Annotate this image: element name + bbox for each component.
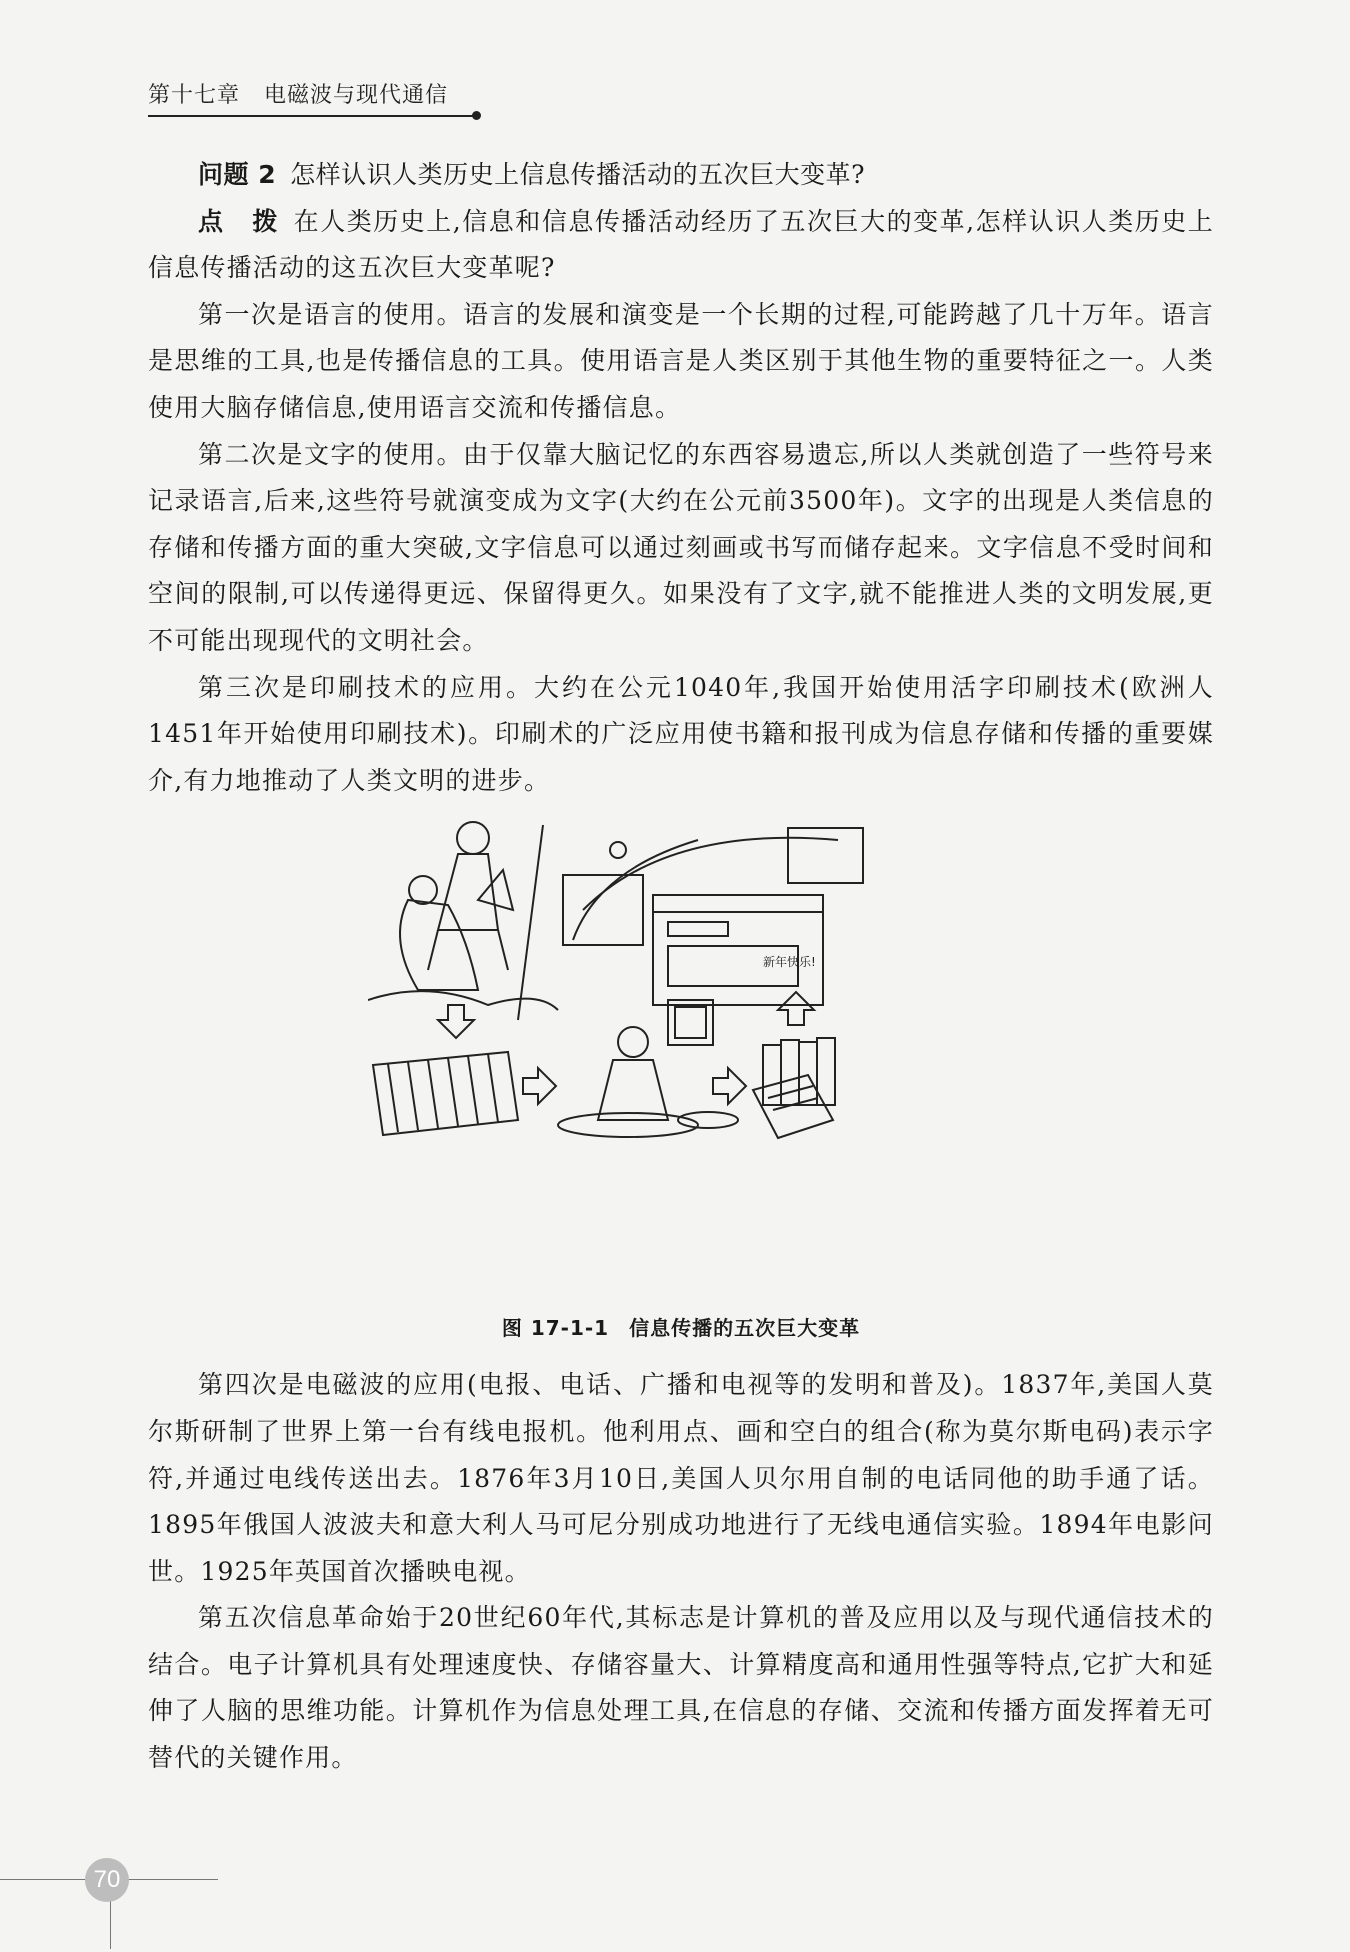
figure-caption-text: 信息传播的五次巨大变革: [629, 1316, 861, 1341]
paragraph-3: 第三次是印刷技术的应用。大约在公元1040年,我国开始使用活字印刷技术(欧洲人1451年开始使用印刷技术)。印刷术的广泛应用使书籍和报刊成为信息存储和传播的重要媒介,有力地推动了人类文明的进步。: [148, 672, 1214, 795]
page-number: 70: [85, 1858, 129, 1902]
page-number-area: [0, 1848, 230, 1948]
chapter-number: 第十七章: [148, 83, 241, 108]
screen-greeting-text: 新年快乐!: [763, 955, 816, 970]
figure-illustration: [148, 820, 1214, 1308]
question-heading: [148, 152, 1214, 199]
arrow-right-1: [523, 1068, 556, 1104]
printing-craftsman-illustration: [558, 1000, 738, 1137]
running-header: [148, 78, 448, 109]
tribal-people-illustration: [368, 822, 558, 1020]
figure-caption: [148, 1308, 1214, 1348]
arrow-right-2: [713, 1068, 746, 1104]
figure-number: 图 17-1-1: [501, 1316, 610, 1341]
paragraph-2: 第二次是文字的使用。由于仅靠大脑记忆的东西容易遗忘,所以人类就创造了一些符号来记录语言,后来,这些符号就演变成为文字(大约在公元前3500年)。文字的出现是人类信息的存储和传播方面的重大突破,文字信息可以通过刻画或书写而储存起来。文字信息不受时间和空间的限制,可以传递得更远、保留得更久。如果没有了文字,就不能推进人类的文明发展,更不可能出现现代的文明社会。: [148, 439, 1214, 655]
chapter-title: 电磁波与现代通信: [264, 83, 449, 108]
paragraph-1: 第一次是语言的使用。语言的发展和演变是一个长期的过程,可能跨越了几十万年。语言是思维的工具,也是传播信息的工具。使用语言是人类区别于其他生物的重要特征之一。人类使用大脑存储信息,使用语言交流和传播信息。: [148, 299, 1214, 422]
paragraph-5: 第五次信息革命始于20世纪60年代,其标志是计算机的普及应用以及与现代通信技术的结合。电子计算机具有处理速度快、存储容量大、计算精度高和通用性强等特点,它扩大和延伸了人脑的思维功能。计算机作为信息处理工具,在信息的存储、交流和传播方面发挥着无可替代的关键作用。: [148, 1603, 1214, 1773]
header-rule: [148, 115, 476, 117]
arrow-up: [778, 992, 814, 1025]
header-rule-dot: [472, 111, 481, 120]
question-label: 问题 2: [198, 160, 277, 189]
hint-text: 在人类历史上,信息和信息传播活动经历了五次巨大的变革,怎样认识人类历史上信息传播活动的这五次巨大变革呢?: [148, 206, 1214, 283]
page-content: [148, 152, 1214, 1782]
books-newspapers-illustration: [753, 1038, 835, 1138]
globe-computers-illustration: [563, 828, 863, 1005]
paragraph-4: 第四次是电磁波的应用(电报、电话、广播和电视等的发明和普及)。1837年,美国人莫尔斯研制了世界上第一台有线电报机。他利用点、画和空白的组合(称为莫尔斯电码)表示字符,并通过电线传送出去。1876年3月10日,美国人贝尔用自制的电话同他的助手通了话。1895年俄国人波波夫和意大利人马可尼分别成功地进行了无线电通信实验。1894年电影问世。1925年英国首次播映电视。: [148, 1370, 1214, 1586]
arrow-down: [438, 1005, 474, 1038]
hint-paragraph: [148, 199, 1214, 292]
hint-label: 点 拨: [198, 206, 288, 236]
bamboo-scroll-illustration: [373, 1052, 518, 1135]
question-text: 怎样认识人类历史上信息传播活动的五次巨大变革?: [290, 160, 866, 189]
five-revolutions-illustration: [368, 820, 928, 1150]
